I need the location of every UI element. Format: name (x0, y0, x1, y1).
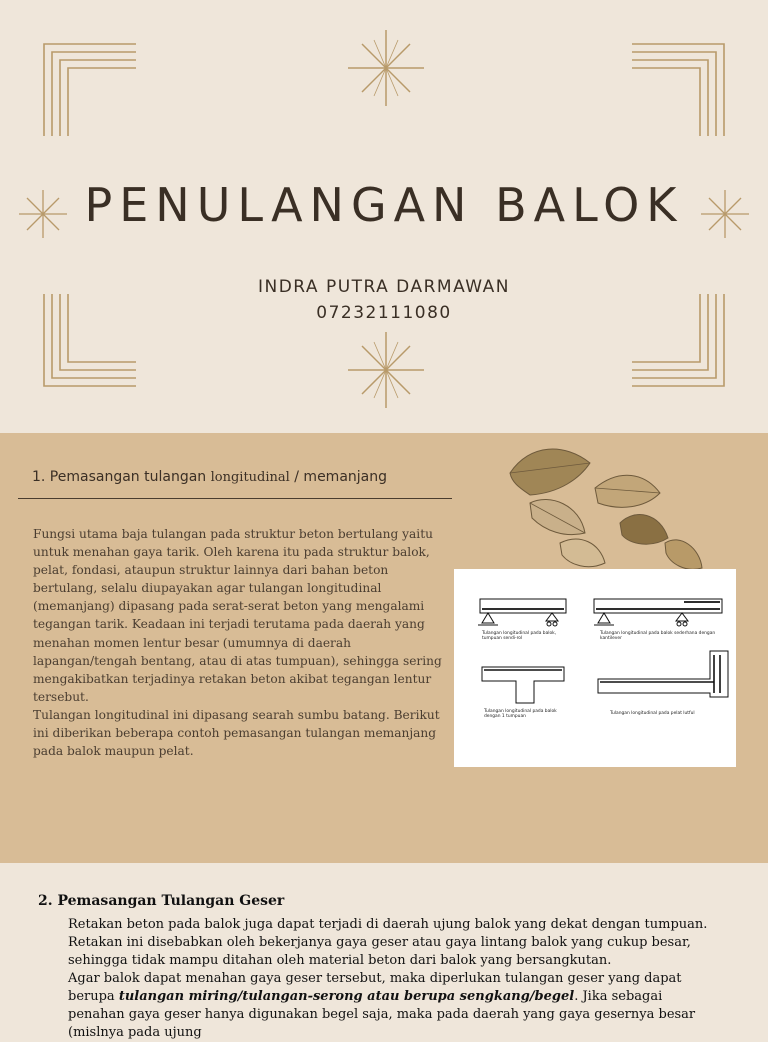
figure-caption: Tulangan longitudinal pada pelat lutful (610, 711, 695, 716)
paragraph (68, 988, 708, 1042)
reinforcement-diagram (454, 569, 736, 767)
section-heading-shear: 2. Pemasangan Tulangan Geser (38, 893, 285, 909)
sparkle-icon-bottom (346, 330, 426, 410)
heading-prefix: 1. Pemasangan tulangan (32, 469, 211, 485)
slide-title: PENULANGAN BALOK (84, 178, 684, 232)
title-slide (0, 0, 768, 432)
heading-suffix: / memanjang (289, 469, 387, 485)
text-run: berupa (68, 989, 119, 1004)
paragraph: Agar balok dapat menahan gaya geser tersebut, maka diperlukan tulangan geser yang dapat (68, 971, 682, 986)
longitudinal-body-text (33, 525, 443, 760)
corner-ornament-top-left (40, 40, 140, 140)
author-name: INDRA PUTRA DARMAWAN (257, 277, 511, 297)
section-heading-longitudinal (32, 469, 387, 485)
figure-caption: Tulangan longitudinal pada balok, tumpuan sendi-rol (482, 631, 557, 642)
paragraph: Retakan beton pada balok juga dapat terjadi di daerah ujung balok yang dekat dengan tumpuan. Retakan ini disebabkan oleh bekerjanya gaya geser atau gaya lintang balok yang cukup besar, sehingga tidak mampu ditahan oleh material beton dari balok yang bersangkutan. (68, 917, 708, 968)
paragraph: Fungsi utama baja tulangan pada struktur beton bertulang yaitu untuk menahan gaya tarik. Oleh karena itu pada struktur balok, pelat, fondasi, ataupun struktur lainnya dari bahan beton bertulang, selalu diupayakan agar tulangan longitudinal (memanjang) dipasang pada serat-serat beton yang mengalami tegangan tarik. Keadaan ini terjadi terutama pada daerah yang menahan momen lentur besar (umumnya di daerah lapangan/tengah bentang, atau di atas tumpuan), sehingga sering mengakibatkan terjadinya retakan beton akibat tegangan lentur tersebut. (33, 527, 442, 704)
emphasis-text: tulangan miring/tulangan-serong atau berupa sengkang/begel (118, 989, 575, 1004)
content-slide-longitudinal (0, 433, 768, 863)
corner-ornament-top-right (628, 40, 728, 140)
sparkle-icon-top (346, 28, 426, 108)
figure-caption: Tulangan longitudinal pada balok sederhana dengan kantilever (600, 631, 716, 642)
reinforcement-diagram-drawing (454, 569, 736, 767)
paragraph: Tulangan longitudinal ini dipasang searah sumbu batang. Berikut ini diberikan beberapa contoh pemasangan tulangan memanjang pada balok maupun pelat. (33, 707, 440, 759)
text-run: . Jika sebagai penahan gaya geser hanya digunakan begel saja, maka pada daerah yang gaya gesernya besar (mislnya pada ujung (68, 989, 696, 1040)
content-slide-shear (0, 865, 768, 1040)
heading-serif-word: longitudinal (210, 470, 290, 485)
shear-body-text (68, 916, 708, 1042)
student-id: 07232111080 (316, 303, 452, 323)
holly-leaves-decoration (470, 433, 730, 583)
figure-caption: Tulangan longitudinal pada balok dengan 1 tumpuan (484, 709, 557, 720)
heading-divider (18, 498, 452, 499)
author-block (0, 274, 768, 326)
